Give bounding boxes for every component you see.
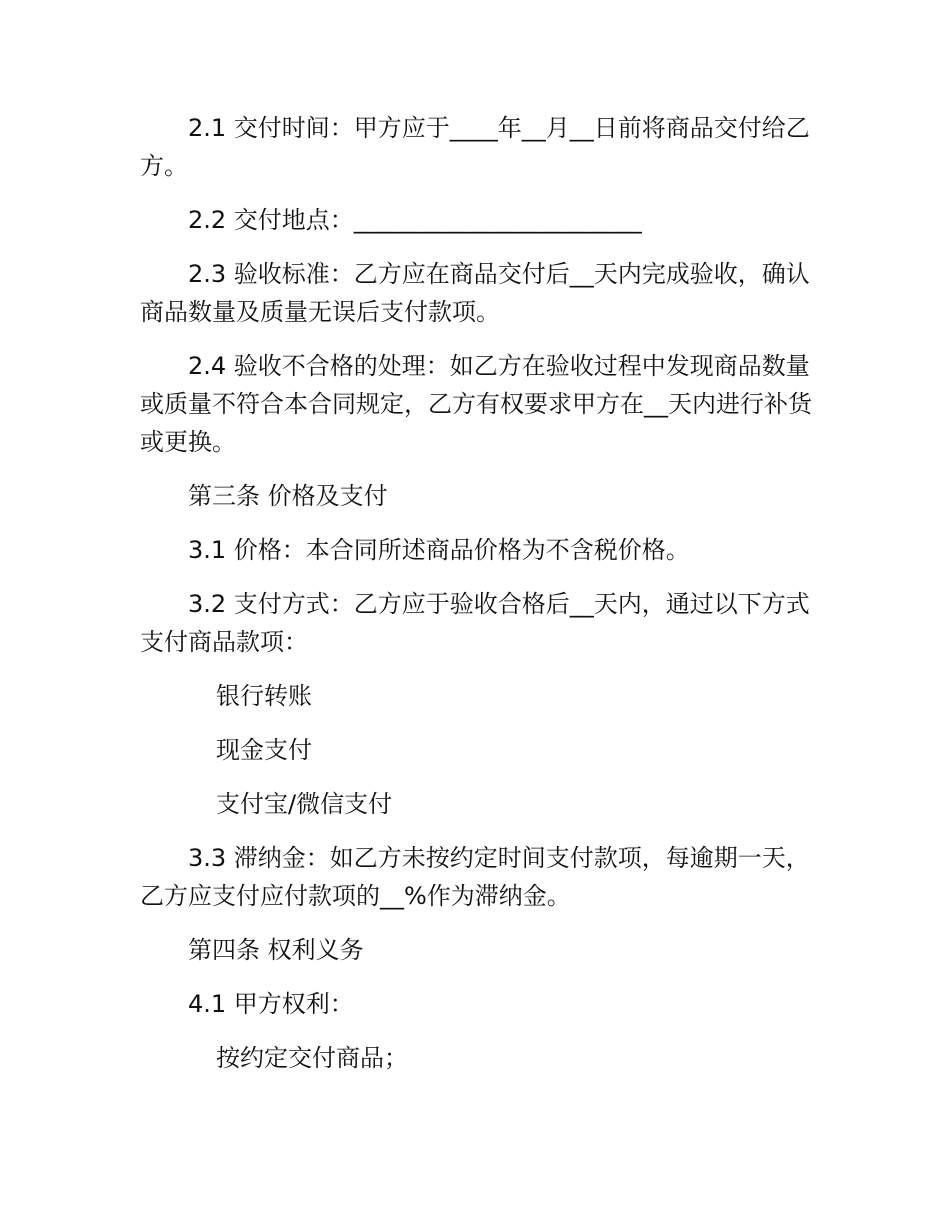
payment-option-alipay-wechat: 支付宝/微信支付 xyxy=(216,790,393,818)
clause-3-3: 3.3 滞纳金：如乙方未按约定时间支付款项，每逾期一天，乙方应支付应付款项的__%作为滞纳金。 xyxy=(140,844,810,910)
article-4-heading: 第四条 权利义务 xyxy=(188,936,364,964)
clause-3-2: 3.2 支付方式：乙方应于验收合格后__天内，通过以下方式支付商品款项： xyxy=(140,590,810,656)
clause-2-4: 2.4 验收不合格的处理：如乙方在验收过程中发现商品数量或质量不符合本合同规定，乙方有权要求甲方在__天内进行补货或更换。 xyxy=(140,352,812,456)
clause-2-1: 2.1 交付时间：甲方应于____年__月__日前将商品交付给乙方。 xyxy=(140,114,810,180)
right-deliver-goods: 按约定交付商品； xyxy=(216,1044,408,1072)
clause-4-1: 4.1 甲方权利： xyxy=(188,990,354,1018)
clause-3-1: 3.1 价格：本合同所述商品价格为不含税价格。 xyxy=(188,536,690,564)
payment-option-cash: 现金支付 xyxy=(216,736,312,764)
article-3-heading: 第三条 价格及支付 xyxy=(188,482,388,510)
clause-2-2: 2.2 交付地点：________________________ xyxy=(188,206,642,234)
document-body xyxy=(140,109,812,1093)
clause-2-3: 2.3 验收标准：乙方应在商品交付后__天内完成验收，确认商品数量及质量无误后支付款项。 xyxy=(140,260,810,326)
payment-option-bank-transfer: 银行转账 xyxy=(216,682,312,710)
